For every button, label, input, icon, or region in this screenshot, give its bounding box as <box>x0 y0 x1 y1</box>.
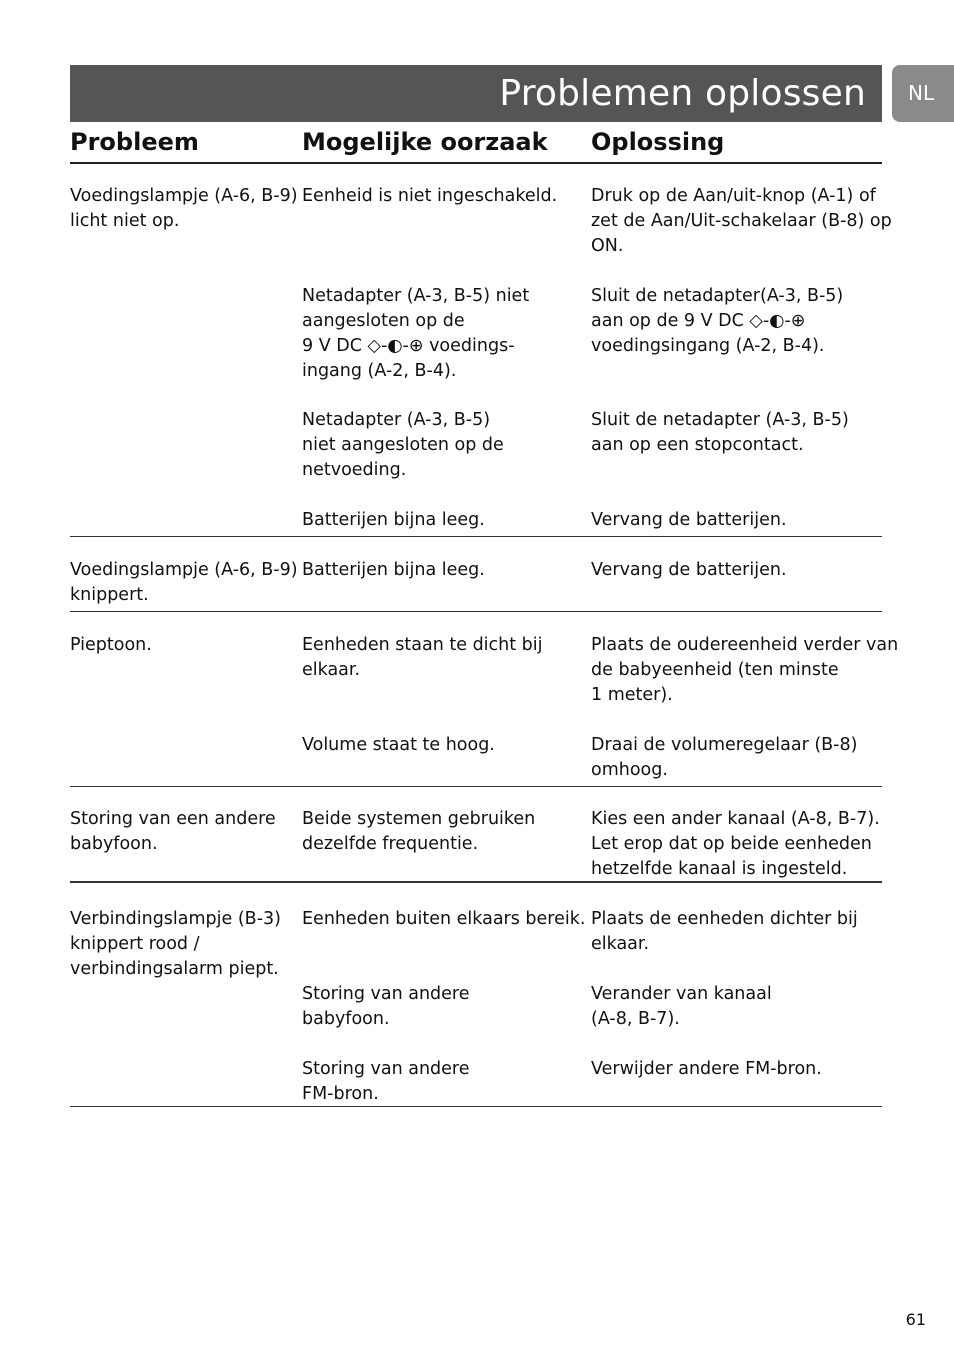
cause-cell: Batterijen bijna leeg. <box>302 560 485 580</box>
header-divider <box>70 162 882 164</box>
solution-cell: Druk op de Aan/uit-knop (A-1) of zet de Aan/Uit-schakelaar (B-8) op ON. <box>591 186 892 256</box>
column-header-cause: Mogelijke oorzaak <box>302 128 548 156</box>
problem-cell: Verbindingslampje (B-3) knippert rood / verbindingsalarm piept. <box>70 909 281 979</box>
page-title: Problemen oplossen <box>499 73 866 114</box>
row-divider <box>70 536 882 537</box>
cause-cell: Volume staat te hoog. <box>302 735 495 755</box>
solution-cell: Verwijder andere FM-bron. <box>591 1059 822 1079</box>
language-tab: NL <box>892 65 954 122</box>
solution-cell: Sluit de netadapter(A-3, B-5) aan op de 9 V DC ◇-◐-⊕ voedingsingang (A-2, B-4). <box>591 286 844 356</box>
page-number: 61 <box>905 1310 926 1329</box>
column-header-solution: Oplossing <box>591 128 725 156</box>
problem-cell: Storing van een andere babyfoon. <box>70 809 276 854</box>
solution-cell: Vervang de batterijen. <box>591 560 787 580</box>
cause-cell: Netadapter (A-3, B-5) niet aangesloten op de 9 V DC ◇-◐-⊕ voedings- ingang (A-2, B-4). <box>302 286 530 381</box>
row-divider <box>70 1106 882 1107</box>
cause-cell: Batterijen bijna leeg. <box>302 510 485 530</box>
solution-cell: Plaats de oudereenheid verder van de babyeenheid (ten minste 1 meter). <box>591 635 899 705</box>
cause-cell: Netadapter (A-3, B-5) niet aangesloten op de netvoeding. <box>302 410 504 480</box>
solution-cell: Vervang de batterijen. <box>591 510 787 530</box>
solution-cell: Kies een ander kanaal (A-8, B-7). Let erop dat op beide eenheden hetzelfde kanaal is ingesteld. <box>591 809 880 879</box>
problem-cell: Pieptoon. <box>70 635 152 655</box>
problem-cell: Voedingslampje (A-6, B-9) licht niet op. <box>70 186 298 231</box>
solution-cell: Draai de volumeregelaar (B-8) omhoog. <box>591 735 858 780</box>
row-divider <box>70 611 882 612</box>
cause-cell: Eenheden staan te dicht bij elkaar. <box>302 635 543 680</box>
cause-cell: Eenheden buiten elkaars bereik. <box>302 909 586 929</box>
solution-cell: Verander van kanaal (A-8, B-7). <box>591 984 772 1029</box>
title-bar <box>70 65 882 122</box>
cause-cell: Eenheid is niet ingeschakeld. <box>302 186 558 206</box>
row-divider <box>70 786 882 787</box>
solution-cell: Plaats de eenheden dichter bij elkaar. <box>591 909 858 954</box>
row-divider <box>70 881 882 883</box>
cause-cell: Storing van andere babyfoon. <box>302 984 470 1029</box>
solution-cell: Sluit de netadapter (A-3, B-5) aan op een stopcontact. <box>591 410 849 455</box>
cause-cell: Beide systemen gebruiken dezelfde frequentie. <box>302 809 536 854</box>
problem-cell: Voedingslampje (A-6, B-9) knippert. <box>70 560 298 605</box>
cause-cell: Storing van andere FM-bron. <box>302 1059 470 1104</box>
column-header-problem: Probleem <box>70 128 199 156</box>
